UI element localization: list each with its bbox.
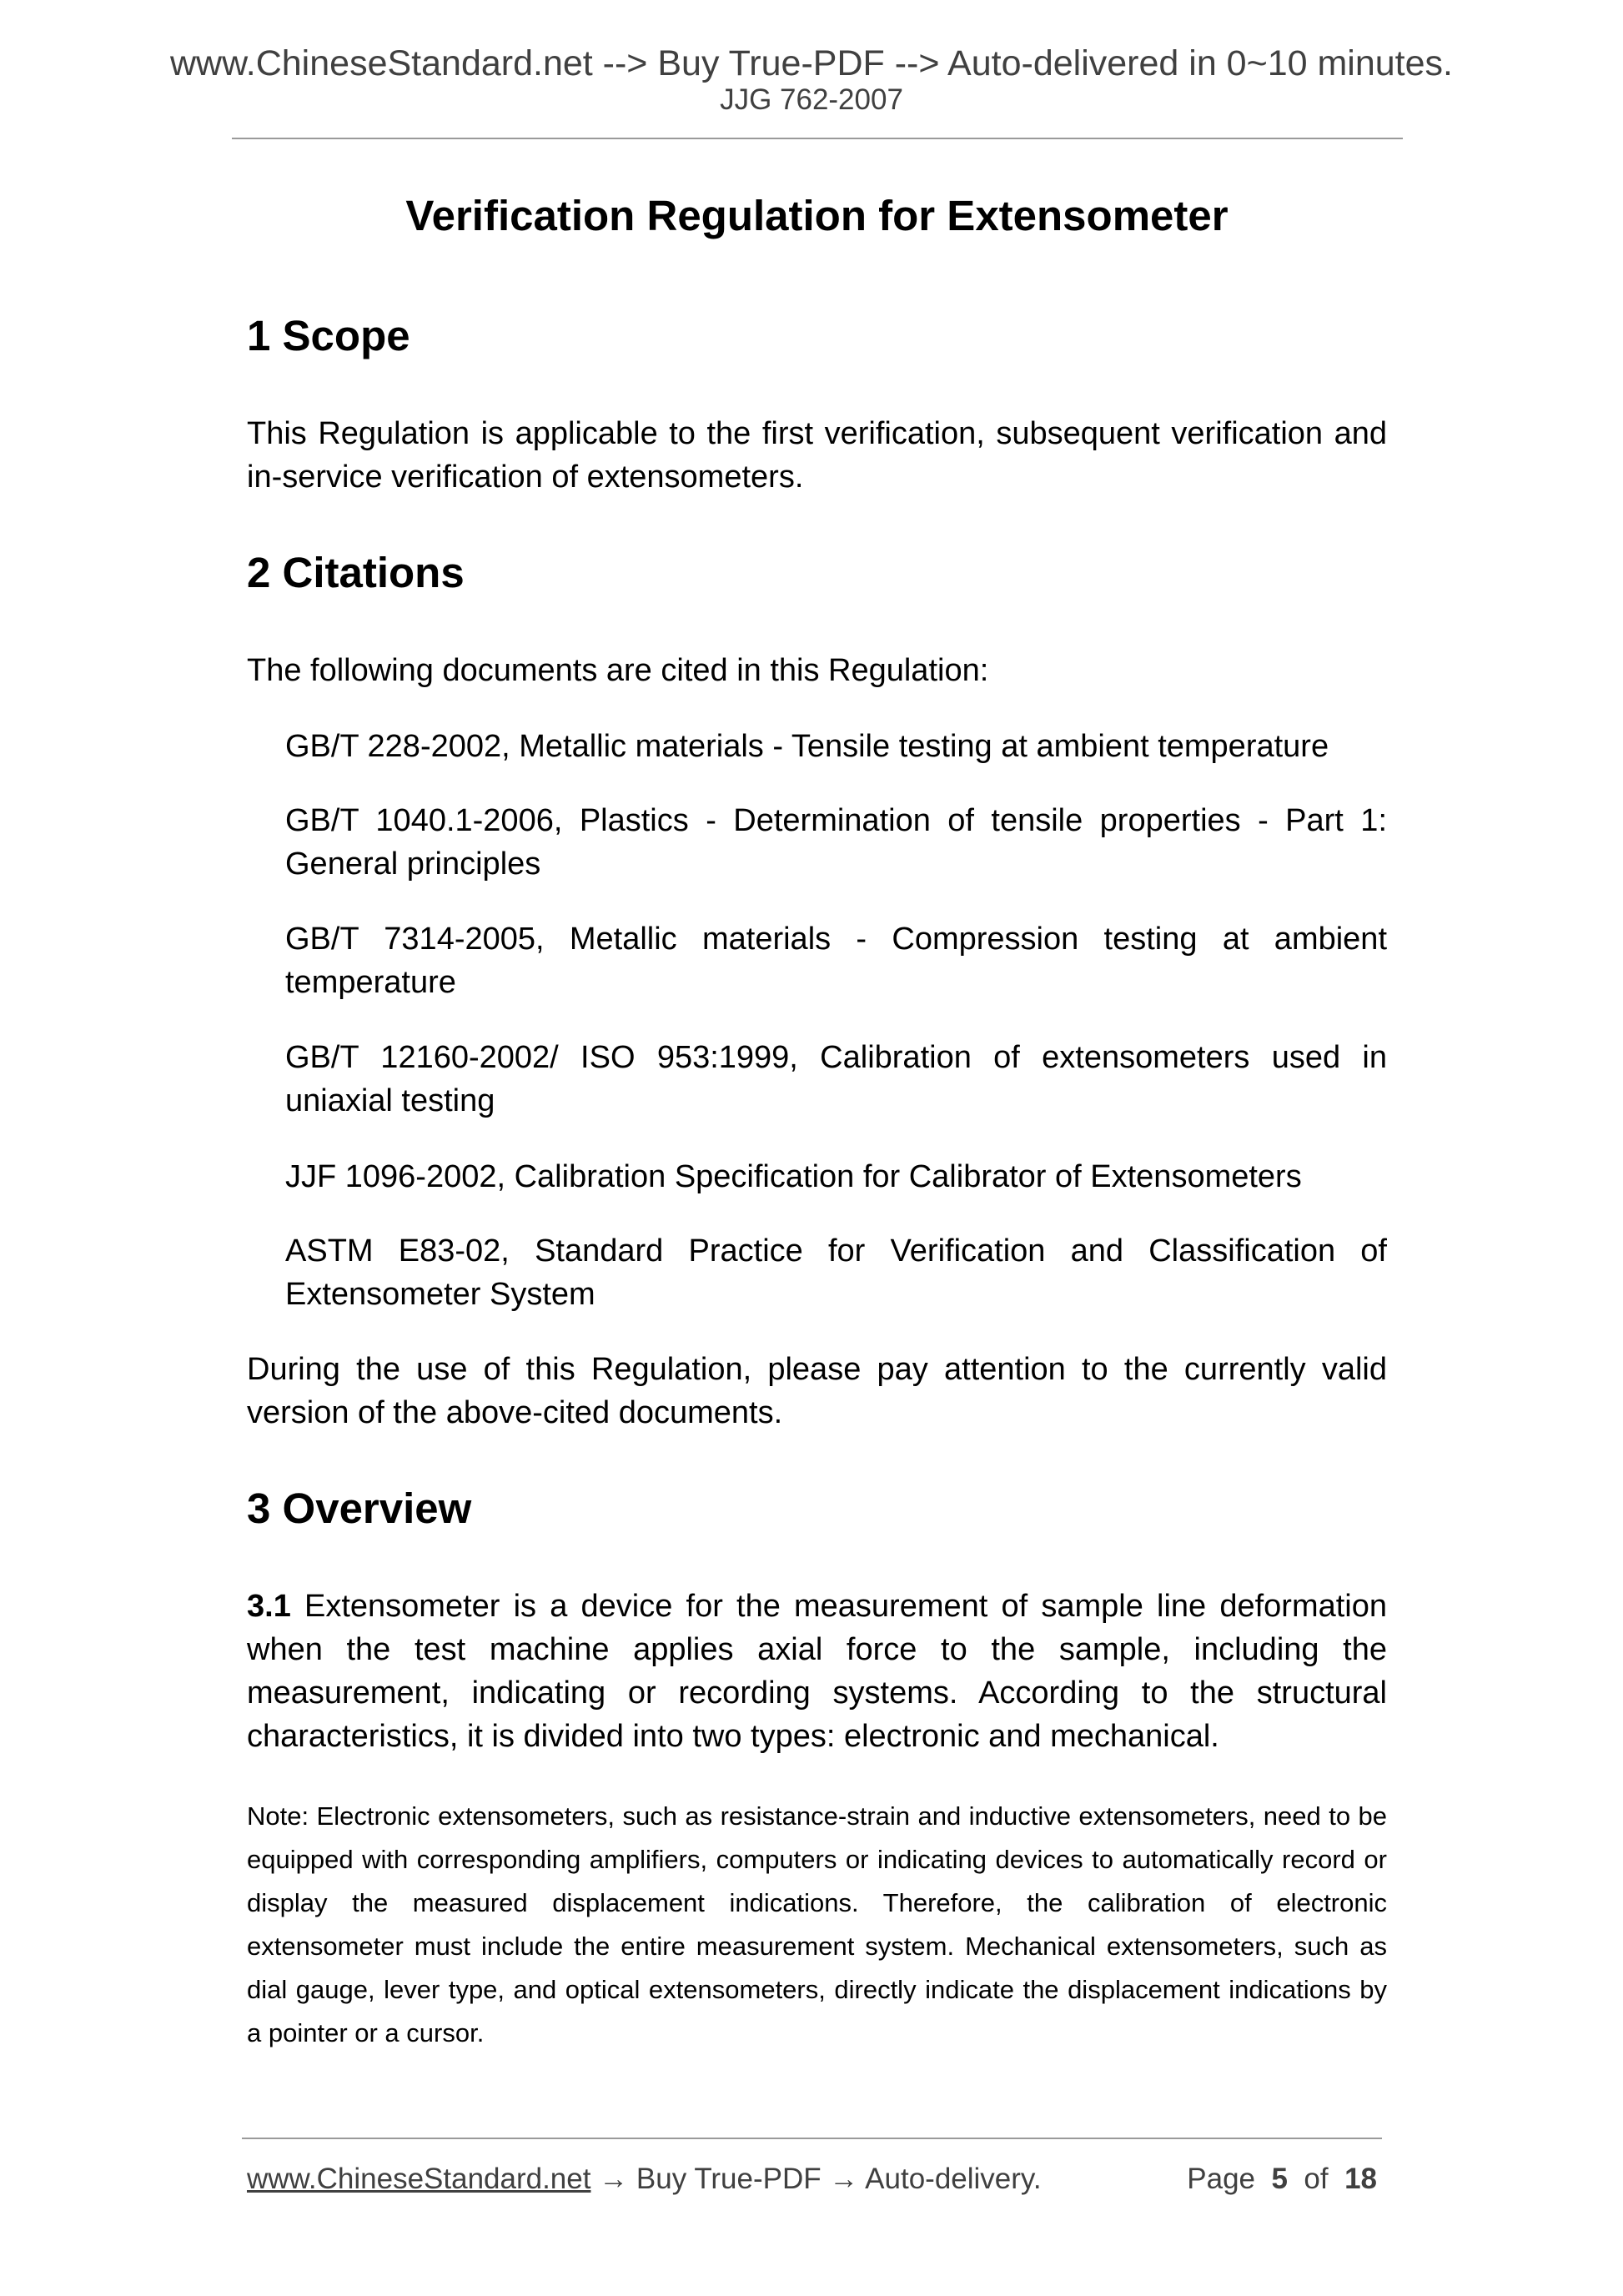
footer-divider xyxy=(242,2138,1382,2139)
clause-number: 3.1 xyxy=(247,1589,291,1624)
document-title: Verification Regulation for Extensometer xyxy=(405,192,1229,239)
clause-text: Extensometer is a device for the measurement of sample line deformation when the test machine applies axial force to the sample, including the measurement, indicating or recording systems. According to the structural characteristics, it is divided into two types: electronic and mechanical. xyxy=(247,1589,1387,1754)
citation-item: GB/T 7314-2005, Metallic materials - Compression testing at ambient temperature xyxy=(285,922,1387,1000)
page-footer xyxy=(247,2160,1377,2198)
citation-item: GB/T 228-2002, Metallic materials - Tensile testing at ambient temperature xyxy=(285,729,1329,764)
section-heading-overview: 3 Overview xyxy=(247,1485,472,1532)
page-label: Page xyxy=(1187,2163,1256,2195)
footer-link[interactable]: www.ChineseStandard.net xyxy=(247,2163,591,2195)
page-of: of xyxy=(1304,2163,1329,2195)
citation-item: JJF 1096-2002, Calibration Specification for Calibrator of Extensometers xyxy=(285,1159,1302,1194)
top-banner: www.ChineseStandard.net --> Buy True-PDF --> Auto-delivered in 0~10 minutes. xyxy=(169,43,1453,83)
citations-closing: During the use of this Regulation, please pay attention to the currently valid version of the above-cited documents. xyxy=(247,1352,1387,1430)
page-number xyxy=(1187,2160,1377,2198)
page-current: 5 xyxy=(1271,2163,1288,2195)
section-heading-scope: 1 Scope xyxy=(247,312,410,359)
citations-intro: The following documents are cited in this Regulation: xyxy=(247,653,989,688)
citation-item: ASTM E83-02, Standard Practice for Verification and Classification of Extensometer System xyxy=(285,1233,1387,1312)
citation-item: GB/T 1040.1-2006, Plastics - Determination of tensile properties - Part 1: General principles xyxy=(285,803,1387,882)
overview-note: Note: Electronic extensometers, such as resistance-strain and inductive extensometers, need to be equipped with corresponding amplifiers, computers or indicating devices to automatically record or display the measured displacement indications. Therefore, the calibration of electronic extensometer must include the entire measurement system. Mechanical extensometers, such as dial gauge, lever type, and optical extensometers, directly indicate the displacement indications by a pointer or a cursor. xyxy=(247,1801,1387,2047)
citation-item: GB/T 12160-2002/ ISO 953:1999, Calibration of extensometers used in uniaxial testing xyxy=(285,1040,1387,1118)
page-total: 18 xyxy=(1344,2163,1377,2195)
footer-tagline: → Buy True-PDF → Auto-delivery. xyxy=(590,2163,1042,2195)
header-divider xyxy=(232,138,1403,139)
clause-3-1 xyxy=(247,1585,1387,1758)
scope-paragraph: This Regulation is applicable to the first verification, subsequent verification and in-service verification of extensometers. xyxy=(247,416,1387,495)
document-code: JJG 762-2007 xyxy=(720,83,903,116)
section-heading-citations: 2 Citations xyxy=(247,549,465,596)
